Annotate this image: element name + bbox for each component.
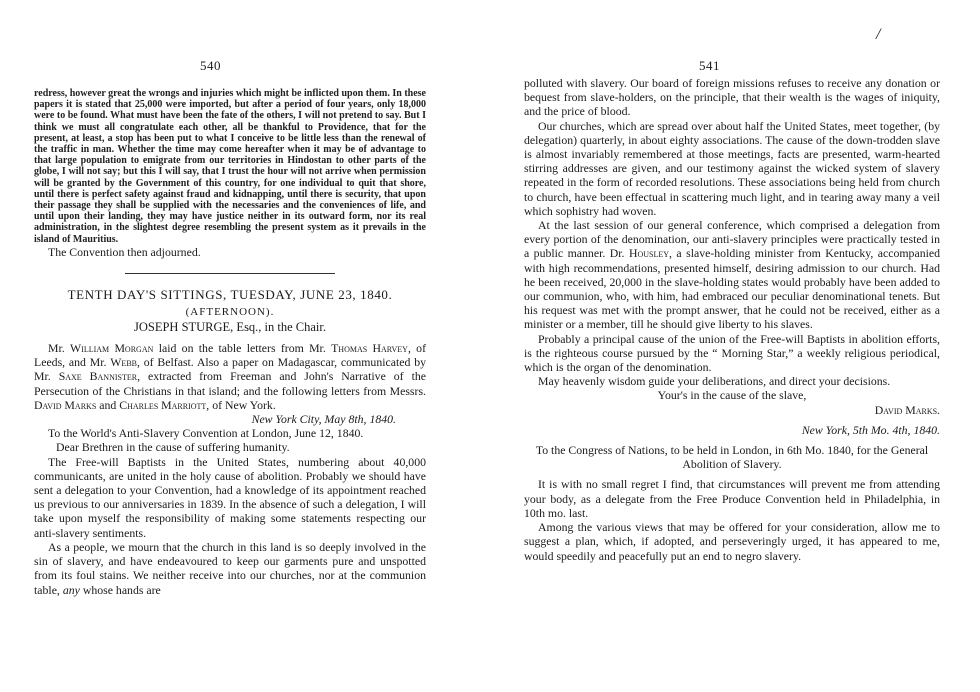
name-housley: Housley	[628, 246, 670, 261]
text-run: As a people, we mourn that the church in this land is so deeply involved in the sin of slavery, and have endeavoured to keep our garments pure and unspotted from its foul stains. We neither receive into our churches, nor at the communion table,	[34, 539, 426, 597]
speech-continuation: redress, however great the wrongs and injuries which might be inflicted upon them. In these papers it is stated that 25,000 were imported, but after a period of four years, only 18,000 were to be found. What must have been the fate of the others, I will not pretend to say. But I think we must all congratulate each other, all be thankful to Providence, that for the present, at least, a stop has been put to what I conceive to be little less than the renewal of the traffic in man. Whether the time may come hereafter when it may be of advantage to that large population to emigrate from our territories in Hindostan to other parts of the globe, I will not say; but this I will say, that I trust the hour will not arrive when permission will be granted by the Government of this country, for one individual to quit that shore, until there is perfect safety against fraud and kidnapping, until there is security, that upon their passage they shall be supplied with the necessaries and the conveniences of life, and until upon their landing, they may have justice neither in its outward form, nor its real administration, in the slightest degree resembling the present system as it prevails in the island of Mauritius.	[34, 88, 426, 245]
name-marks: David Marks	[34, 397, 97, 412]
second-letter-address: To the Congress of Nations, to be held in London, in 6th Mo. 1840, for the General Abolition of Slavery.	[535, 443, 929, 472]
letter-dateline: New York City, May 8th, 1840.	[251, 412, 396, 427]
chair-line: JOSEPH STURGE, Esq., in the Chair.	[133, 320, 327, 335]
section-divider	[125, 273, 335, 274]
text-run: whose hands are	[79, 582, 161, 597]
paragraph-letters-tabled	[34, 341, 426, 412]
right-page	[484, 0, 980, 692]
text-run: , a slave-holding minister from Kentucky, accompanied with high recommendations, presented himself, desiring admission to our church. Had he been received, 20,000 in the slave-holding states would probably have been added to our communion, who, with him, had embraced our peculiar denominational tenets. But his request was met with the prompt answer, that he could not be received, either as a minister or a member, till he should give liberty to his slaves.	[524, 246, 941, 332]
paragraph-regret: It is with no small regret I find, that circumstances will prevent me from attending your body, as a delegate from the Free Produce Convention held in Philadelphia, in 10th mo. last.	[524, 477, 940, 520]
paragraph-plan: Among the various views that may be offered for your consideration, allow me to suggest a plan, which, if adopted, and perseveringly urged, it has appeared to me, would speedily and peacefully put an end to negro slavery.	[524, 520, 940, 563]
letter-signature: David Marks.	[874, 402, 940, 417]
text-run: , extracted from Freeman and John's Narrative of the Persecution of the Christians in that island; and the following letters from Messrs.	[34, 369, 426, 398]
name-harvey: Thomas Harvey	[331, 341, 408, 356]
emphasis-any: any	[62, 582, 80, 597]
page-number-left: 540	[200, 58, 221, 73]
paragraph-churches: Our churches, which are spread over about half the United States, meet together, (by delegation) quarterly, in about eighty associations. The cause of the down-trodden slave is almost invariably remembered at those meetings, facts are presented, warm-hearted stirring addresses are given, and our testimony against the wicked system of slavery repeated in the form of recorded resolutions. These associations being held from church to church, have been effectual in scattering much light, and in tearing away many a veil which sophistry had woven.	[524, 118, 940, 218]
text-run: Mr.	[48, 341, 71, 356]
letter-closing: Your's in the cause of the slave,	[657, 388, 807, 403]
afternoon-label: (AFTERNOON).	[185, 306, 275, 319]
margin-mark: /	[876, 26, 881, 43]
text-run: , of New York.	[206, 397, 276, 412]
adjourned-line: The Convention then adjourned.	[48, 244, 201, 259]
text-run: laid on the table letters from Mr.	[153, 341, 332, 356]
name-marriott: Charles Marriott	[119, 397, 207, 412]
text-run: At the last session of our general conference, which comprised a delegation from every portion of the denomination, our anti-slavery principles were practically tested in a public manner. Dr.	[524, 218, 940, 261]
paragraph-morning-star: Probably a principal cause of the union of the Free-will Baptists in abolition efforts, is the righteous course pursued by the “ Morning Star,” a weekly religious periodical, which is the organ of the denomination.	[524, 331, 940, 375]
name-morgan: William Morgan	[70, 341, 154, 356]
name-webb: Webb	[110, 355, 137, 370]
paragraph-mourn	[34, 540, 426, 597]
page-number-right: 541	[699, 58, 720, 73]
name-bannister: Saxe Bannister	[58, 369, 138, 384]
text-run: , of Belfast. Also a paper on Madagascar, communicated by Mr.	[34, 355, 426, 384]
letter-address: To the World's Anti-Slavery Convention at London, June 12, 1840.	[48, 426, 364, 441]
paragraph-free-will-baptists: The Free-will Baptists in the United States, numbering about 40,000 communicants, are united in the holy cause of abolition. Probably we should have sent a delegation to your Convention, had a knowledge of its appointment reached us previous to our anniversaries in 1839. In the absence of such a delegation, I will take upon myself the responsibility of making some statements respecting our anti-slavery sentiments.	[34, 454, 426, 540]
second-letter-dateline: New York, 5th Mo. 4th, 1840.	[801, 422, 940, 437]
text-run: , of Leeds, and Mr.	[34, 341, 427, 370]
paragraph-general-conference	[524, 218, 940, 332]
letter-salutation: Dear Brethren in the cause of suffering humanity.	[56, 440, 290, 455]
paragraph-polluted: polluted with slavery. Our board of foreign missions refuses to receive any donation or bequest from slave-holders, on the principle, that their wealth is the wages of iniquity, and the price of blood.	[524, 76, 940, 119]
left-page	[0, 0, 478, 692]
session-heading: TENTH DAY'S SITTINGS, TUESDAY, JUNE 23, 1840.	[67, 287, 393, 303]
paragraph-heavenly-wisdom: May heavenly wisdom guide your deliberations, and direct your decisions.	[538, 374, 891, 389]
text-run: and	[96, 397, 120, 412]
